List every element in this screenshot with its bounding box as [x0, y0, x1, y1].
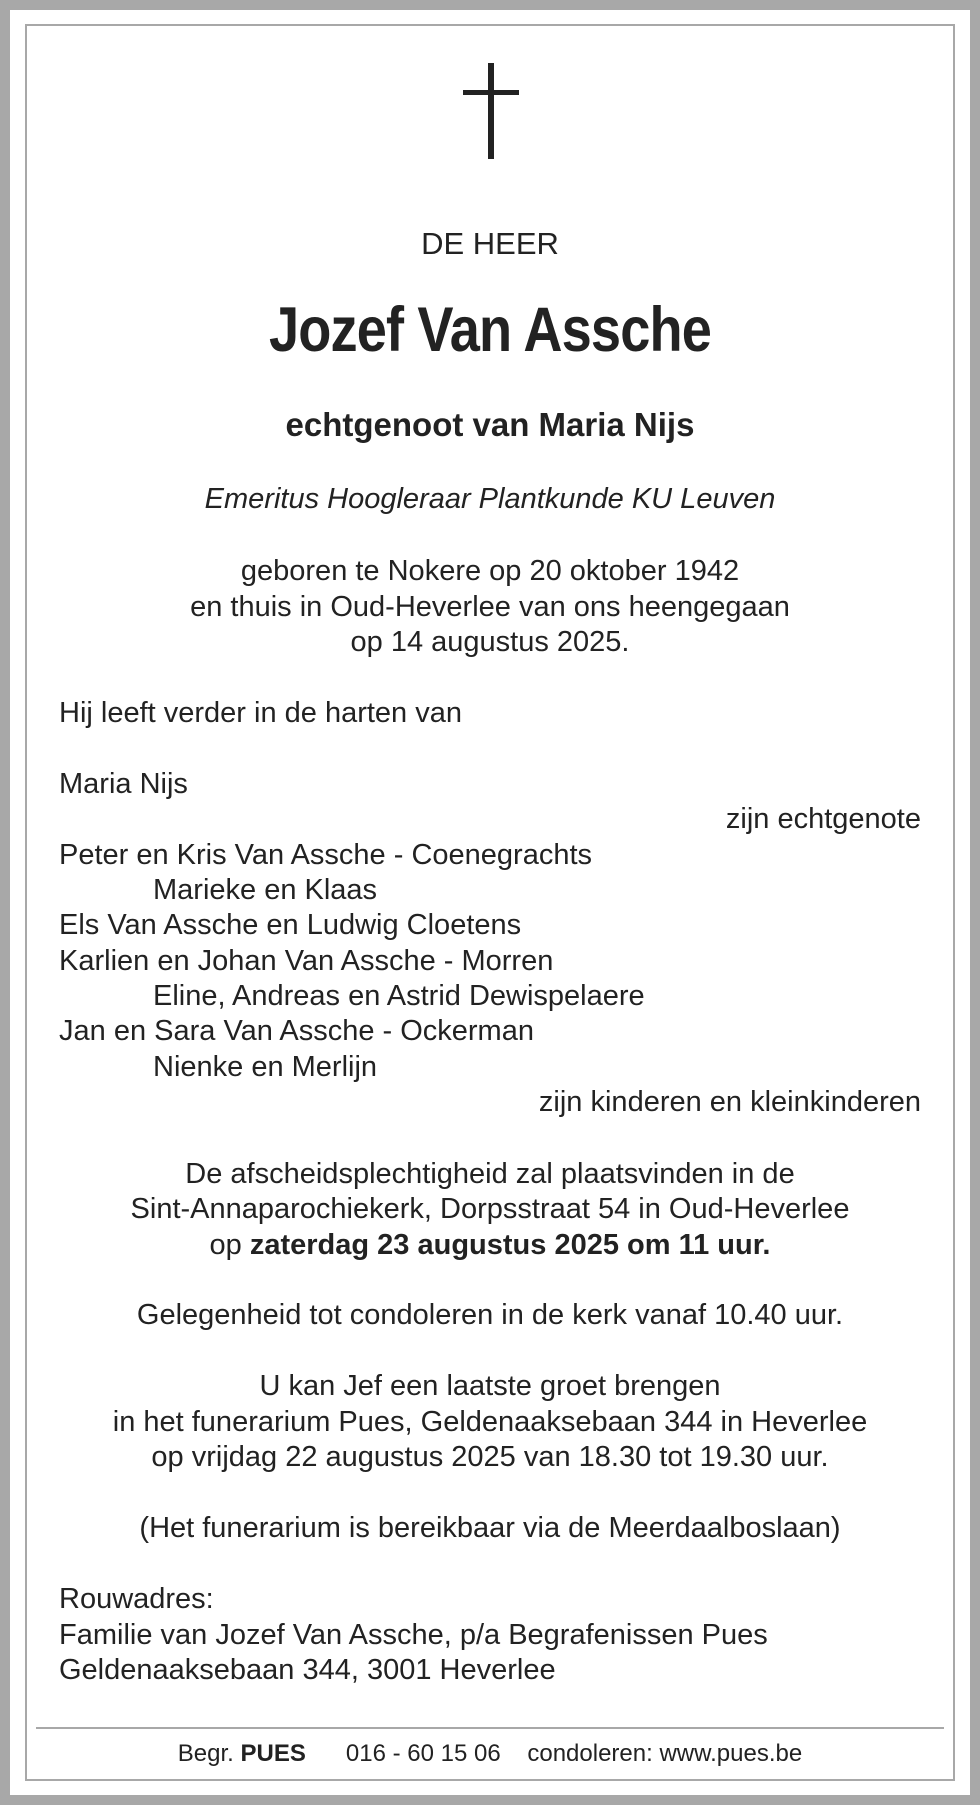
footer-phone: 016 - 60 15 06 — [345, 1740, 501, 1767]
address-line-2: Geldenaaksebaan 344, 3001 Heverlee — [59, 1654, 556, 1686]
address-line-1: Familie van Jozef Van Assche, p/a Begrafenissen Pues — [59, 1619, 768, 1651]
visitation-line-1: U kan Jef een laatste groet brengen — [259, 1370, 721, 1402]
latin-cross-icon — [463, 63, 519, 159]
ceremony-line-3 — [0, 1227, 980, 1263]
child-couple: Jan en Sara Van Assche - Ockerman — [59, 1015, 534, 1047]
child-couple: Karlien en Johan Van Assche - Morren — [59, 945, 554, 977]
visitation-line-3: op vrijdag 22 augustus 2025 van 18.30 tot 19.30 uur. — [151, 1441, 829, 1473]
ceremony-line-2: Sint-Annaparochiekerk, Dorpsstraat 54 in Oud-Heverlee — [130, 1193, 850, 1225]
footer-prefix: Begr. — [177, 1740, 241, 1767]
footer-divider — [36, 1727, 944, 1729]
death-date-line: op 14 augustus 2025. — [350, 626, 630, 658]
death-place-line: en thuis in Oud-Heverlee van ons heengegaan — [190, 591, 790, 623]
footer-condolence-link[interactable]: condoleren: www.pues.be — [527, 1740, 803, 1767]
footer-company: PUES — [240, 1740, 306, 1767]
ceremony-line-1: De afscheidsplechtigheid zal plaatsvinden in de — [185, 1158, 795, 1190]
children-role: zijn kinderen en kleinkinderen — [538, 1086, 921, 1118]
grandchildren: Nienke en Merlijn — [153, 1051, 378, 1083]
visitation-line-2: in het funerarium Pues, Geldenaaksebaan 344 in Heverlee — [112, 1406, 868, 1438]
visitation-note: (Het funerarium is bereikbaar via de Meerdaalboslaan) — [139, 1512, 841, 1544]
ceremony-date: zaterdag 23 augustus 2025 om 11 uur. — [249, 1229, 771, 1261]
birth-line: geboren te Nokere op 20 oktober 1942 — [240, 555, 740, 587]
spouse-line: echtgenoot van Maria Nijs — [285, 406, 695, 443]
ceremony-date-prefix: op — [209, 1229, 250, 1261]
profession-line: Emeritus Hoogleraar Plantkunde KU Leuven — [204, 483, 776, 515]
grandchildren: Marieke en Klaas — [153, 874, 378, 906]
child-couple: Peter en Kris Van Assche - Coenegrachts — [59, 839, 593, 871]
spouse-name: Maria Nijs — [59, 768, 188, 800]
address-label: Rouwadres: — [59, 1583, 214, 1615]
family-intro: Hij leeft verder in de harten van — [59, 697, 462, 729]
grandchildren: Eline, Andreas en Astrid Dewispelaere — [153, 980, 645, 1012]
footer-bar — [0, 1739, 980, 1769]
honorific-title: DE HEER — [421, 226, 559, 261]
spouse-role: zijn echtgenote — [725, 803, 921, 835]
child-couple: Els Van Assche en Ludwig Cloetens — [59, 909, 522, 941]
deceased-name: Jozef Van Assche — [269, 295, 711, 365]
condolence-line: Gelegenheid tot condoleren in de kerk vanaf 10.40 uur. — [136, 1299, 844, 1331]
